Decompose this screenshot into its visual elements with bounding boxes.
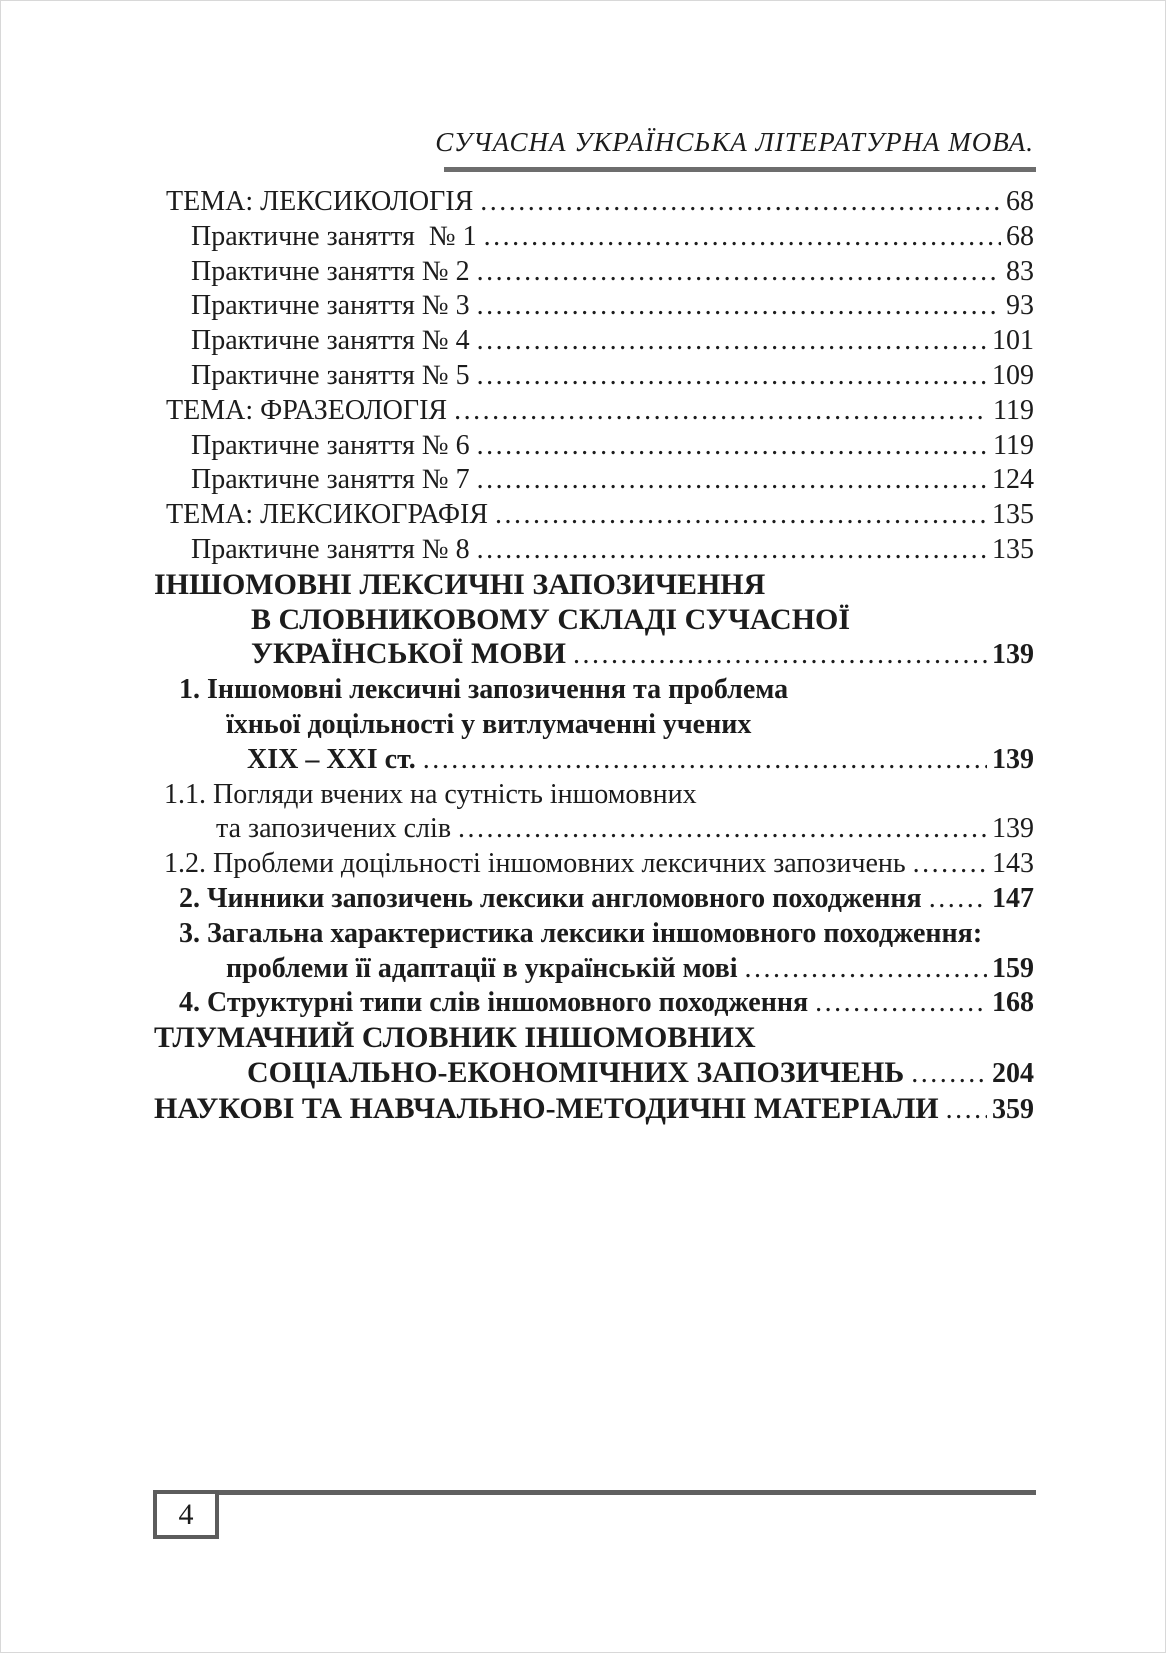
toc-entry <box>144 847 1034 882</box>
dot-leader <box>911 1057 987 1092</box>
toc-entry-label: їхньої доцільності у витлумаченні учених <box>226 708 752 740</box>
toc-entry-label: 1. Іншомовні лексичні запозичення та проблема <box>179 674 789 706</box>
toc-entry <box>144 359 1034 394</box>
dot-leader <box>573 638 987 673</box>
page-number-box <box>153 1490 219 1539</box>
toc-entry-label: XIX – XXI ст. <box>247 743 416 775</box>
toc-entry-page: 119 <box>993 429 1034 461</box>
toc-entry <box>144 255 1034 290</box>
dot-leader <box>745 952 987 987</box>
toc-entry-label: 1.1. Погляди вчених на сутність іншомовних <box>164 778 697 810</box>
toc-entry <box>144 812 1034 847</box>
toc-entry <box>144 952 1034 987</box>
toc-entry <box>144 289 1034 324</box>
toc-entry-label: УКРАЇНСЬКОЇ МОВИ <box>251 637 566 671</box>
toc-entry-page: 359 <box>992 1093 1034 1125</box>
toc-entry <box>144 220 1034 255</box>
toc-entry-page: 168 <box>992 987 1034 1019</box>
toc-entry-page: 135 <box>992 533 1034 565</box>
toc-entry-label: 4. Структурні типи слів іншомовного походження <box>179 987 809 1019</box>
toc-entry <box>144 429 1034 464</box>
toc-entry <box>144 917 1034 952</box>
toc-entry-label: СОЦІАЛЬНО-ЕКОНОМІЧНИХ ЗАПОЗИЧЕНЬ <box>247 1055 905 1089</box>
toc-entry <box>144 568 1034 603</box>
toc-entry-page: 93 <box>1006 290 1034 322</box>
dot-leader <box>484 220 1001 255</box>
toc-entry <box>144 778 1034 813</box>
toc-entry <box>144 673 1034 708</box>
dot-leader <box>477 533 987 568</box>
toc-entry <box>144 603 1034 638</box>
toc-entry-label: ТЕМА: ЛЕКСИКОГРАФІЯ <box>166 499 489 531</box>
toc-entry-page: 83 <box>1006 255 1034 287</box>
dot-leader <box>458 812 987 847</box>
toc-entry-page: 109 <box>992 359 1034 391</box>
toc-entry-label: Практичне заняття № 7 <box>191 464 470 496</box>
dot-leader <box>477 324 987 359</box>
toc-entry <box>144 394 1034 429</box>
dot-leader <box>477 359 987 394</box>
toc-entry-label: 2. Чинники запозичень лексики англомовного походження <box>179 882 922 914</box>
toc-entry <box>144 1092 1034 1128</box>
toc-entry-label: ТЛУМАЧНИЙ СЛОВНИК ІНШОМОВНИХ <box>154 1021 756 1055</box>
page-number: 4 <box>178 1497 194 1531</box>
dot-leader <box>913 847 987 882</box>
dot-leader <box>423 743 987 778</box>
running-header-title: СУЧАСНА УКРАЇНСЬКА ЛІТЕРАТУРНА МОВА. <box>435 127 1034 157</box>
toc-entry-page: 139 <box>992 813 1034 845</box>
toc-entry-page: 159 <box>992 952 1034 984</box>
toc-entry <box>144 533 1034 568</box>
toc-entry-label: Практичне заняття № 6 <box>191 429 470 461</box>
toc-entry-label: НАУКОВІ ТА НАВЧАЛЬНО-МЕТОДИЧНІ МАТЕРІАЛИ <box>154 1091 939 1125</box>
toc-entry-page: 143 <box>992 848 1034 880</box>
toc-entry <box>144 185 1034 220</box>
header-rule <box>444 167 1036 172</box>
toc-entry-page: 119 <box>993 394 1034 426</box>
toc-entry-page: 147 <box>992 882 1034 914</box>
dot-leader <box>477 255 1001 290</box>
dot-leader <box>454 394 988 429</box>
toc-entry-page: 124 <box>992 464 1034 496</box>
toc-entry <box>144 463 1034 498</box>
dot-leader <box>946 1093 987 1128</box>
toc-entry <box>144 882 1034 917</box>
toc-entry-label: ІНШОМОВНІ ЛЕКСИЧНІ ЗАПОЗИЧЕННЯ <box>154 567 766 601</box>
toc-entry-label: 3. Загальна характеристика лексики іншомовного походження: <box>179 917 983 949</box>
table-of-contents <box>144 185 1034 1128</box>
toc-entry-page: 139 <box>992 639 1034 671</box>
toc-entry-label: ТЕМА: ЛЕКСИКОЛОГІЯ <box>166 186 474 217</box>
toc-entry-page: 68 <box>1006 186 1034 217</box>
dot-leader <box>495 498 987 533</box>
toc-entry-page: 101 <box>992 325 1034 357</box>
toc-entry-label: Практичне заняття № 1 <box>191 220 477 252</box>
toc-entry-page: 68 <box>1006 220 1034 252</box>
toc-entry-label: ТЕМА: ФРАЗЕОЛОГІЯ <box>166 394 448 426</box>
dot-leader <box>929 882 987 917</box>
toc-entry-label: та запозичених слів <box>216 813 452 845</box>
toc-entry-label: В СЛОВНИКОВОМУ СКЛАДІ СУЧАСНОЇ <box>251 602 851 636</box>
toc-entry <box>144 743 1034 778</box>
toc-entry-label: Практичне заняття № 3 <box>191 290 470 322</box>
toc-entry <box>144 708 1034 743</box>
dot-leader <box>477 463 987 498</box>
toc-entry-page: 135 <box>992 499 1034 531</box>
toc-entry-label: Практичне заняття № 4 <box>191 325 470 357</box>
dot-leader <box>480 185 1001 220</box>
toc-entry <box>144 986 1034 1021</box>
toc-entry <box>144 498 1034 533</box>
dot-leader <box>815 986 987 1021</box>
toc-entry-page: 139 <box>992 743 1034 775</box>
toc-entry <box>144 1021 1034 1056</box>
toc-entry <box>144 1056 1034 1092</box>
footer-rule <box>153 1490 1036 1495</box>
dot-leader <box>477 289 1001 324</box>
toc-entry <box>144 324 1034 359</box>
toc-entry-page: 204 <box>992 1057 1034 1089</box>
toc-entry-label: проблеми її адаптації в українській мові <box>226 952 738 984</box>
toc-entry-label: Практичне заняття № 2 <box>191 255 470 287</box>
toc-entry-label: Практичне заняття № 8 <box>191 533 470 565</box>
toc-entry-label: 1.2. Проблеми доцільності іншомовних лексичних запозичень <box>164 848 906 880</box>
toc-entry-label: Практичне заняття № 5 <box>191 359 470 391</box>
toc-entry <box>144 637 1034 673</box>
dot-leader <box>477 429 988 464</box>
